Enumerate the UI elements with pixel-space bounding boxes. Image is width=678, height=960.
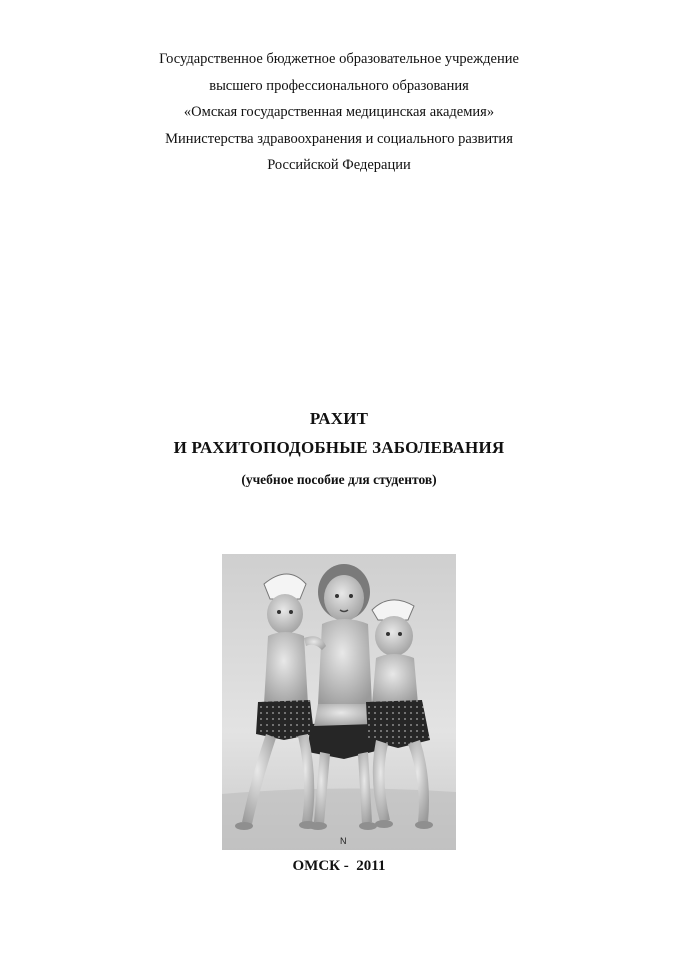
institution-header	[0, 46, 678, 179]
header-line-3: «Омская государственная медицинская академия»	[183, 104, 495, 120]
document-title	[0, 404, 678, 490]
header-line-4: Министерства здравоохранения и социального развития	[165, 130, 513, 147]
title-line-1: РАХИТ	[309, 409, 369, 428]
city-year: ОМСК - 2011	[292, 858, 386, 874]
document-subtitle: (учебное пособие для студентов)	[241, 472, 437, 487]
photo-corner-mark: N	[340, 836, 347, 846]
header-line-2: высшего профессионального образования	[209, 77, 469, 94]
title-line-2: И РАХИТОПОДОБНЫЕ ЗАБОЛЕВАНИЯ	[173, 438, 505, 457]
header-line-5: Российской Федерации	[267, 157, 411, 173]
header-line-1: Государственное бюджетное образовательное учреждение	[159, 51, 519, 67]
cover-photo	[222, 554, 456, 850]
